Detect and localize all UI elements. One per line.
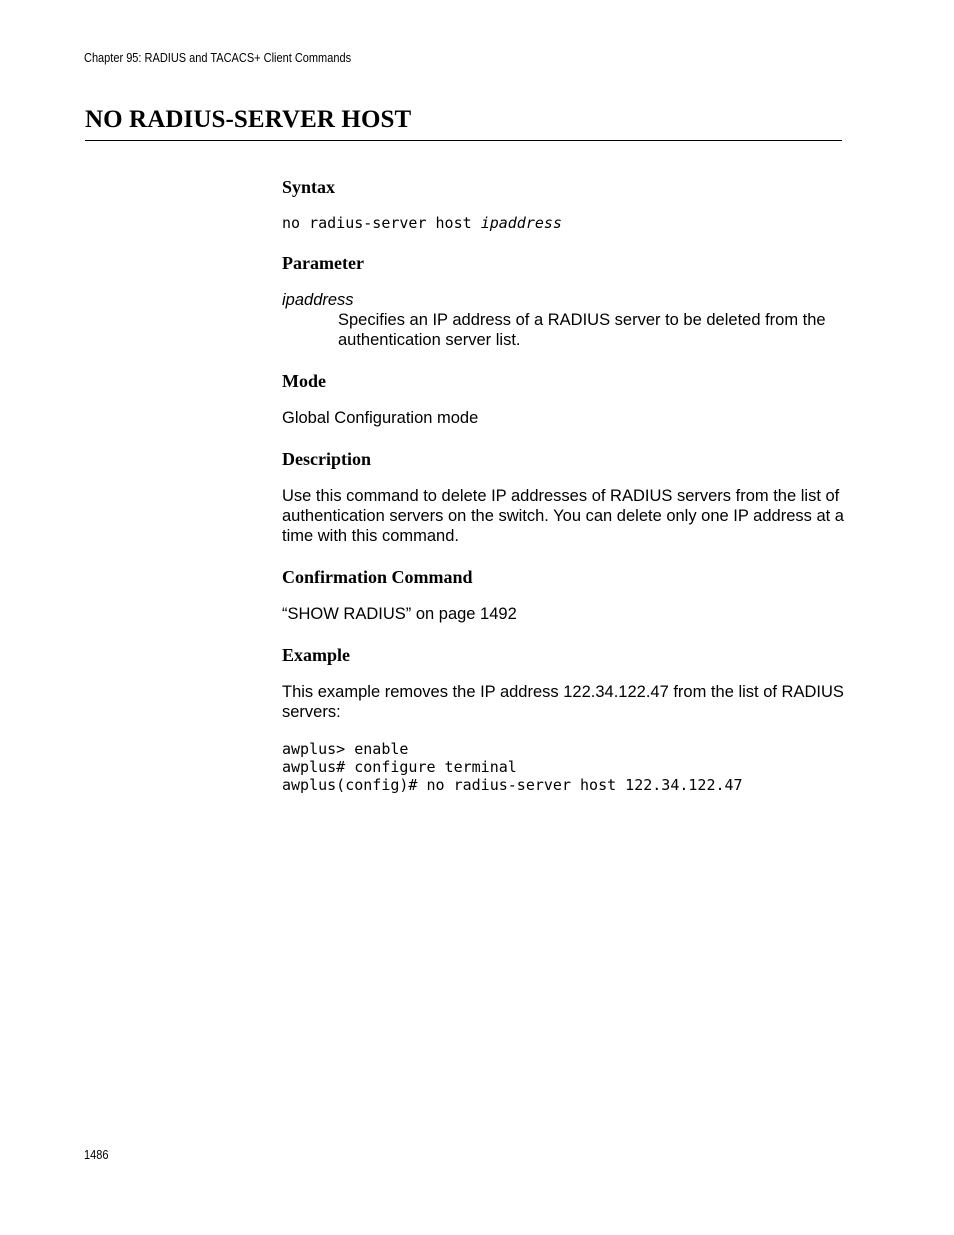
example-line-1: awplus> enable [282,740,409,758]
syntax-line [282,214,844,232]
description-heading: Description [282,449,371,469]
description-text: Use this command to delete IP addresses of RADIUS servers from the list of authentication servers on the switch. You can delete only one IP address at a time with this command. [282,487,844,545]
syntax-argument: ipaddress [480,214,562,232]
confirmation-heading: Confirmation Command [282,567,473,587]
syntax-heading: Syntax [282,177,336,197]
example-line-2: awplus# configure terminal [282,758,517,776]
example-text: This example removes the IP address 122.34.122.47 from the list of RADIUS servers: [282,683,844,721]
confirmation-link[interactable]: “SHOW RADIUS” on page 1492 [282,605,517,623]
syntax-command: no radius-server host [282,214,481,232]
main-content [282,176,844,794]
page-number: 1486 [84,1148,109,1162]
parameter-name: ipaddress [282,291,354,309]
mode-heading: Mode [282,371,326,391]
parameter-description: Specifies an IP address of a RADIUS server to be deleted from the authentication server list. [338,311,826,349]
title-rule [85,140,842,141]
parameter-heading: Parameter [282,253,364,273]
running-header: Chapter 95: RADIUS and TACACS+ Client Commands [84,51,352,65]
example-line-3: awplus(config)# no radius-server host 122.34.122.47 [282,776,743,794]
page-title: NO RADIUS-SERVER HOST [85,106,412,133]
mode-text: Global Configuration mode [282,409,479,427]
example-heading: Example [282,645,351,665]
